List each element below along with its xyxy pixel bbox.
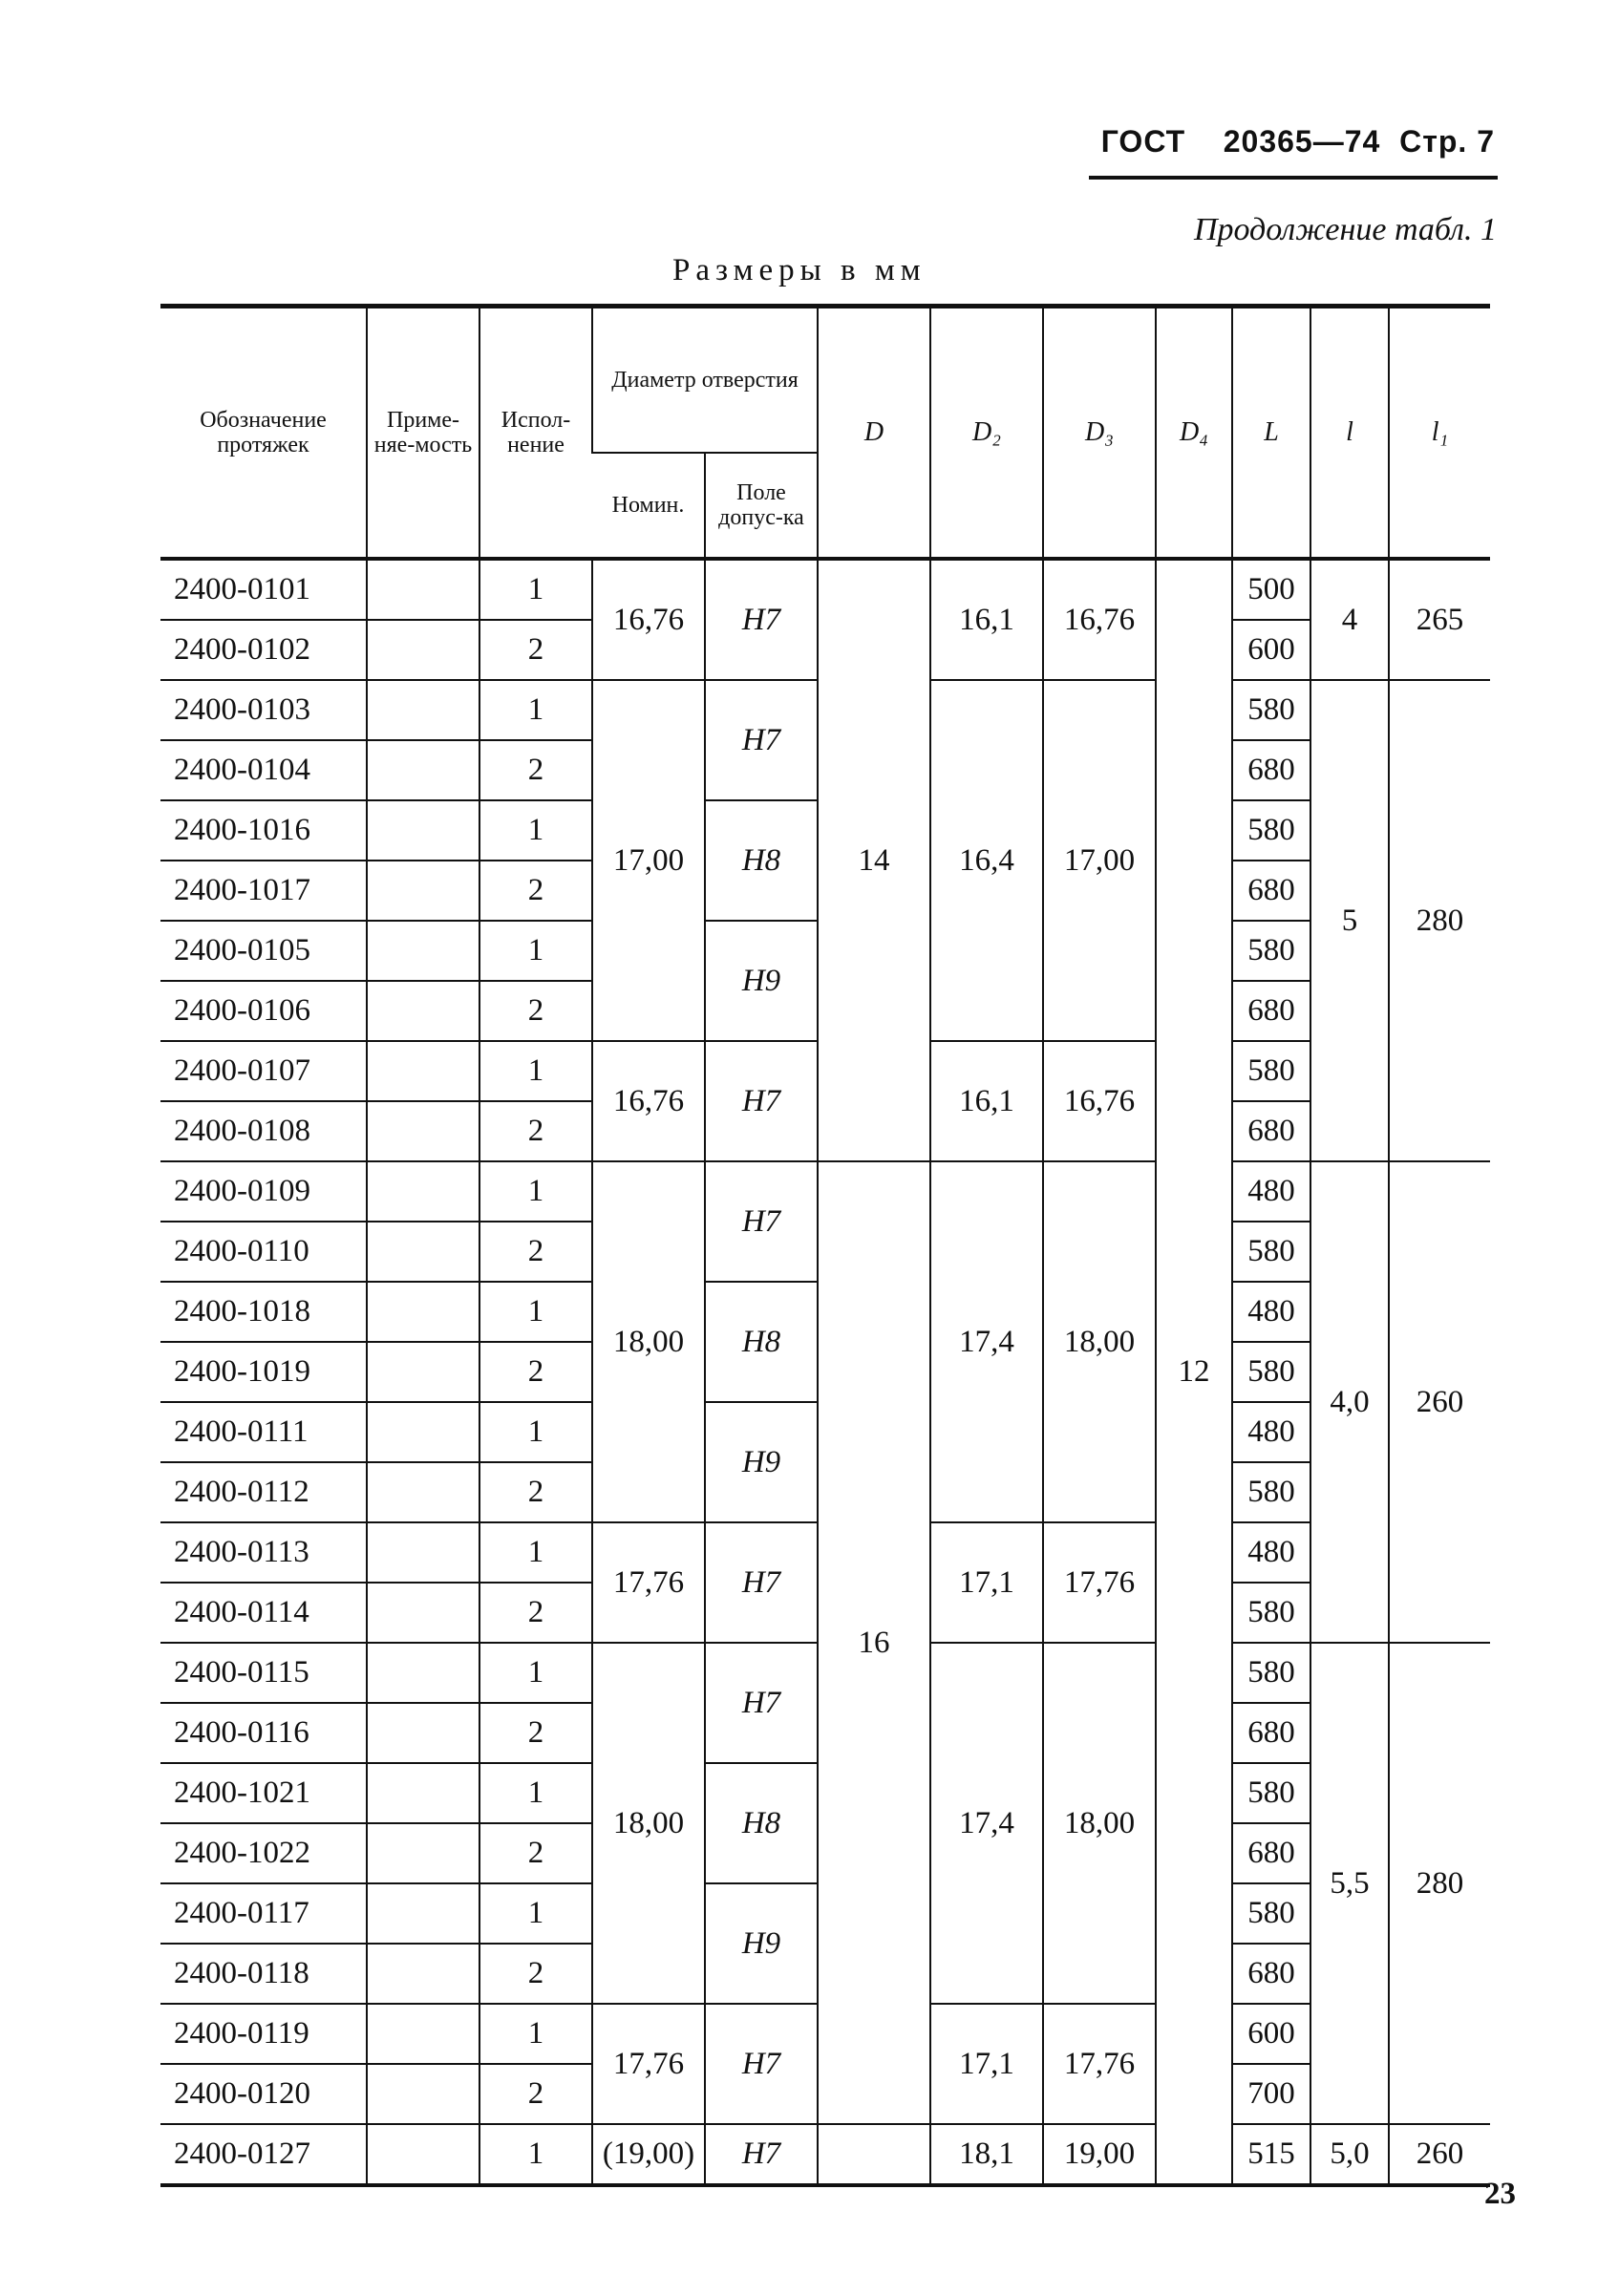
version-cell: 1 bbox=[479, 1763, 592, 1823]
tolerance-cell: H7 bbox=[705, 2124, 818, 2185]
L-cell: 680 bbox=[1232, 981, 1310, 1041]
D2-cell: 17,4 bbox=[930, 1161, 1043, 1522]
applicability-cell bbox=[367, 1402, 479, 1462]
L-cell: 480 bbox=[1232, 1402, 1310, 1462]
L-cell: 580 bbox=[1232, 1222, 1310, 1282]
tolerance-cell: H7 bbox=[705, 2004, 818, 2124]
nominal-cell: 17,76 bbox=[592, 2004, 705, 2124]
tolerance-cell: H8 bbox=[705, 1763, 818, 1883]
version-cell: 2 bbox=[479, 1222, 592, 1282]
version-cell: 1 bbox=[479, 1161, 592, 1222]
designation-cell: 2400-0104 bbox=[160, 740, 367, 800]
col-hole-diameter: Диаметр отверстия bbox=[592, 307, 818, 454]
continuation-note: Продолжение табл. 1 bbox=[1193, 212, 1497, 247]
tolerance-cell: H8 bbox=[705, 1282, 818, 1402]
l1-cell: 280 bbox=[1389, 1643, 1490, 2124]
designation-cell: 2400-0117 bbox=[160, 1883, 367, 1944]
L-cell: 580 bbox=[1232, 1041, 1310, 1101]
applicability-cell bbox=[367, 1583, 479, 1643]
designation-cell: 2400-0116 bbox=[160, 1703, 367, 1763]
version-cell: 2 bbox=[479, 620, 592, 680]
version-cell: 2 bbox=[479, 1462, 592, 1522]
designation-cell: 2400-0115 bbox=[160, 1643, 367, 1703]
L-cell: 600 bbox=[1232, 2004, 1310, 2064]
D2-cell: 16,4 bbox=[930, 680, 1043, 1041]
page-header bbox=[1101, 124, 1495, 159]
L-cell: 580 bbox=[1232, 1763, 1310, 1823]
col-nominal: Номин. bbox=[592, 453, 705, 559]
tolerance-cell: H9 bbox=[705, 1402, 818, 1522]
l1-cell: 280 bbox=[1389, 680, 1490, 1161]
gost-label: ГОСТ bbox=[1100, 124, 1186, 159]
L-cell: 600 bbox=[1232, 620, 1310, 680]
D3-cell: 17,76 bbox=[1043, 1522, 1156, 1643]
designation-cell: 2400-1021 bbox=[160, 1763, 367, 1823]
header-rule bbox=[1089, 176, 1498, 180]
applicability-cell bbox=[367, 1823, 479, 1883]
version-cell: 2 bbox=[479, 1944, 592, 2004]
applicability-cell bbox=[367, 620, 479, 680]
gost-number: 20365—74 bbox=[1223, 124, 1381, 159]
col-L: L bbox=[1232, 307, 1310, 560]
version-cell: 1 bbox=[479, 2004, 592, 2064]
nominal-cell: 18,00 bbox=[592, 1643, 705, 2004]
L-cell: 515 bbox=[1232, 2124, 1310, 2185]
D2-cell: 16,1 bbox=[930, 1041, 1043, 1161]
designation-cell: 2400-0101 bbox=[160, 559, 367, 620]
version-cell: 2 bbox=[479, 981, 592, 1041]
version-cell: 1 bbox=[479, 800, 592, 861]
l-cell: 5,5 bbox=[1310, 1643, 1389, 2124]
version-cell: 1 bbox=[479, 1041, 592, 1101]
L-cell: 580 bbox=[1232, 921, 1310, 981]
col-tolerance: Поле допус-ка bbox=[705, 453, 818, 559]
applicability-cell bbox=[367, 1763, 479, 1823]
L-cell: 480 bbox=[1232, 1522, 1310, 1583]
applicability-cell bbox=[367, 1703, 479, 1763]
D2-cell: 17,1 bbox=[930, 2004, 1043, 2124]
designation-cell: 2400-0107 bbox=[160, 1041, 367, 1101]
tolerance-cell: H7 bbox=[705, 680, 818, 800]
designation-cell: 2400-1019 bbox=[160, 1342, 367, 1402]
D2-cell: 17,4 bbox=[930, 1643, 1043, 2004]
tolerance-cell: H9 bbox=[705, 921, 818, 1041]
table-row bbox=[160, 2124, 1490, 2185]
version-cell: 1 bbox=[479, 1282, 592, 1342]
applicability-cell bbox=[367, 1041, 479, 1101]
designation-cell: 2400-0105 bbox=[160, 921, 367, 981]
version-cell: 1 bbox=[479, 1522, 592, 1583]
l-cell: 5,0 bbox=[1310, 2124, 1389, 2185]
L-cell: 680 bbox=[1232, 740, 1310, 800]
L-cell: 680 bbox=[1232, 1101, 1310, 1161]
designation-cell: 2400-0127 bbox=[160, 2124, 367, 2185]
version-cell: 2 bbox=[479, 1823, 592, 1883]
version-cell: 1 bbox=[479, 2124, 592, 2185]
designation-cell: 2400-1018 bbox=[160, 1282, 367, 1342]
l-cell: 4 bbox=[1310, 559, 1389, 680]
applicability-cell bbox=[367, 1342, 479, 1402]
applicability-cell bbox=[367, 1161, 479, 1222]
L-cell: 580 bbox=[1232, 1583, 1310, 1643]
l1-cell: 260 bbox=[1389, 1161, 1490, 1643]
version-cell: 2 bbox=[479, 740, 592, 800]
L-cell: 580 bbox=[1232, 1883, 1310, 1944]
nominal-cell: 16,76 bbox=[592, 1041, 705, 1161]
version-cell: 1 bbox=[479, 1402, 592, 1462]
designation-cell: 2400-0108 bbox=[160, 1101, 367, 1161]
L-cell: 580 bbox=[1232, 800, 1310, 861]
l-cell: 4,0 bbox=[1310, 1161, 1389, 1643]
L-cell: 580 bbox=[1232, 1643, 1310, 1703]
version-cell: 1 bbox=[479, 1883, 592, 1944]
table-body bbox=[160, 559, 1490, 2185]
L-cell: 700 bbox=[1232, 2064, 1310, 2124]
applicability-cell bbox=[367, 2064, 479, 2124]
col-designation: Обозначение протяжек bbox=[200, 408, 327, 457]
applicability-cell bbox=[367, 921, 479, 981]
version-cell: 1 bbox=[479, 680, 592, 740]
applicability-cell bbox=[367, 680, 479, 740]
l1-cell: 260 bbox=[1389, 2124, 1490, 2185]
L-cell: 500 bbox=[1232, 559, 1310, 620]
version-cell: 2 bbox=[479, 1101, 592, 1161]
version-cell: 1 bbox=[479, 921, 592, 981]
L-cell: 680 bbox=[1232, 861, 1310, 921]
L-cell: 680 bbox=[1232, 1703, 1310, 1763]
applicability-cell bbox=[367, 981, 479, 1041]
D-cell: 16 bbox=[818, 1161, 930, 2124]
designation-cell: 2400-0111 bbox=[160, 1402, 367, 1462]
designation-cell: 2400-0106 bbox=[160, 981, 367, 1041]
applicability-cell bbox=[367, 1944, 479, 2004]
applicability-cell bbox=[367, 740, 479, 800]
broaches-table-wrap bbox=[160, 304, 1490, 2187]
tolerance-cell: H7 bbox=[705, 1643, 818, 1763]
designation-cell: 2400-0119 bbox=[160, 2004, 367, 2064]
D-cell: 14 bbox=[818, 559, 930, 1161]
tolerance-cell: H7 bbox=[705, 1522, 818, 1643]
D3-cell: 17,76 bbox=[1043, 2004, 1156, 2124]
L-cell: 680 bbox=[1232, 1944, 1310, 2004]
L-cell: 580 bbox=[1232, 680, 1310, 740]
L-cell: 580 bbox=[1232, 1462, 1310, 1522]
D2-cell: 17,1 bbox=[930, 1522, 1043, 1643]
nominal-cell: 17,00 bbox=[592, 680, 705, 1041]
version-cell: 1 bbox=[479, 1643, 592, 1703]
page-label: Стр. 7 bbox=[1399, 124, 1495, 159]
version-cell: 2 bbox=[479, 1342, 592, 1402]
version-cell: 2 bbox=[479, 1703, 592, 1763]
designation-cell: 2400-0103 bbox=[160, 680, 367, 740]
D3-cell: 16,76 bbox=[1043, 1041, 1156, 1161]
tolerance-cell: H9 bbox=[705, 1883, 818, 2004]
designation-cell: 2400-1017 bbox=[160, 861, 367, 921]
applicability-cell bbox=[367, 1101, 479, 1161]
D3-cell: 19,00 bbox=[1043, 2124, 1156, 2185]
applicability-cell bbox=[367, 1462, 479, 1522]
designation-cell: 2400-0118 bbox=[160, 1944, 367, 2004]
col-D2: D₂ bbox=[930, 307, 1043, 560]
D2-cell: 18,1 bbox=[930, 2124, 1043, 2185]
D4-cell: 12 bbox=[1156, 559, 1232, 2185]
L-cell: 480 bbox=[1232, 1282, 1310, 1342]
table-row bbox=[160, 559, 1490, 620]
col-D: D bbox=[818, 307, 930, 560]
D3-cell: 18,00 bbox=[1043, 1643, 1156, 2004]
col-l: l bbox=[1310, 307, 1389, 560]
applicability-cell bbox=[367, 800, 479, 861]
L-cell: 580 bbox=[1232, 1342, 1310, 1402]
designation-cell: 2400-0114 bbox=[160, 1583, 367, 1643]
applicability-cell bbox=[367, 1643, 479, 1703]
designation-cell: 2400-0102 bbox=[160, 620, 367, 680]
page-number: 23 bbox=[1484, 2177, 1516, 2211]
applicability-cell bbox=[367, 2004, 479, 2064]
nominal-cell: (19,00) bbox=[592, 2124, 705, 2185]
col-D3: D₃ bbox=[1043, 307, 1156, 560]
designation-cell: 2400-0110 bbox=[160, 1222, 367, 1282]
D-cell bbox=[818, 2124, 930, 2185]
col-applicability: Приме-няе-мость bbox=[367, 307, 479, 560]
col-D4: D₄ bbox=[1156, 307, 1232, 560]
applicability-cell bbox=[367, 861, 479, 921]
nominal-cell: 16,76 bbox=[592, 559, 705, 680]
col-version: Испол-нение bbox=[479, 307, 592, 560]
designation-cell: 2400-0113 bbox=[160, 1522, 367, 1583]
l-cell: 5 bbox=[1310, 680, 1389, 1161]
designation-cell: 2400-1022 bbox=[160, 1823, 367, 1883]
applicability-cell bbox=[367, 1522, 479, 1583]
designation-cell: 2400-0120 bbox=[160, 2064, 367, 2124]
version-cell: 2 bbox=[479, 861, 592, 921]
version-cell: 2 bbox=[479, 2064, 592, 2124]
D3-cell: 18,00 bbox=[1043, 1161, 1156, 1522]
broaches-table bbox=[160, 304, 1490, 2187]
applicability-cell bbox=[367, 1883, 479, 1944]
applicability-cell bbox=[367, 559, 479, 620]
units-note: Размеры в мм bbox=[672, 253, 927, 287]
D3-cell: 17,00 bbox=[1043, 680, 1156, 1041]
version-cell: 1 bbox=[479, 559, 592, 620]
designation-cell: 2400-0112 bbox=[160, 1462, 367, 1522]
L-cell: 680 bbox=[1232, 1823, 1310, 1883]
D3-cell: 16,76 bbox=[1043, 559, 1156, 680]
tolerance-cell: H7 bbox=[705, 559, 818, 680]
col-l1: l₁ bbox=[1389, 307, 1490, 560]
nominal-cell: 18,00 bbox=[592, 1161, 705, 1522]
tolerance-cell: H7 bbox=[705, 1041, 818, 1161]
L-cell: 480 bbox=[1232, 1161, 1310, 1222]
applicability-cell bbox=[367, 1222, 479, 1282]
designation-cell: 2400-0109 bbox=[160, 1161, 367, 1222]
nominal-cell: 17,76 bbox=[592, 1522, 705, 1643]
tolerance-cell: H8 bbox=[705, 800, 818, 921]
D2-cell: 16,1 bbox=[930, 559, 1043, 680]
version-cell: 2 bbox=[479, 1583, 592, 1643]
table-header bbox=[160, 307, 1490, 560]
applicability-cell bbox=[367, 1282, 479, 1342]
tolerance-cell: H7 bbox=[705, 1161, 818, 1282]
l1-cell: 265 bbox=[1389, 559, 1490, 680]
table-row bbox=[160, 1161, 1490, 1222]
applicability-cell bbox=[367, 2124, 479, 2185]
designation-cell: 2400-1016 bbox=[160, 800, 367, 861]
